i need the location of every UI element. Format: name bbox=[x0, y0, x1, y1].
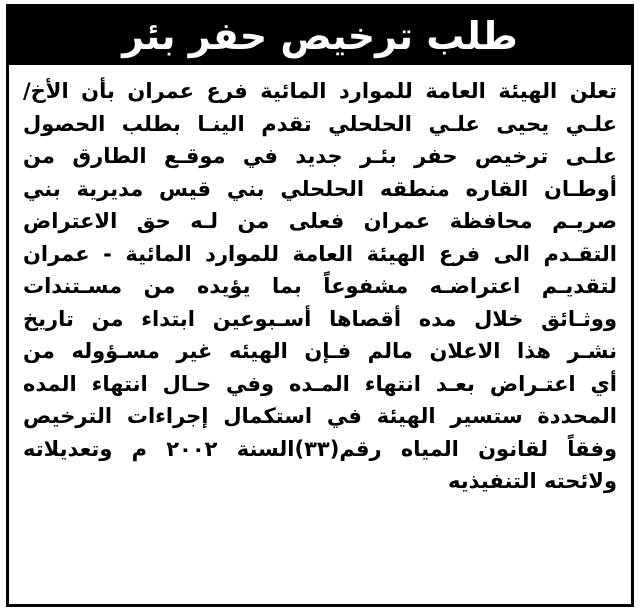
notice-body bbox=[23, 75, 617, 498]
notice-title: طلب ترخيص حفر بئر bbox=[122, 14, 518, 58]
body-line: ووثـائق خلال مده أقصاها أسـبوعين ابتداء من تاريخ bbox=[23, 306, 617, 331]
title-bar bbox=[9, 7, 631, 65]
notice-box bbox=[6, 4, 634, 607]
body-line-last: ولائحته التنفيذيه bbox=[448, 469, 617, 493]
body-line: لتقديـم اعتراضـه مشفوعاً بما يؤيده من مسـتندات bbox=[23, 274, 617, 298]
body-line: أوطـان القاره منطقه الحلحلي بني قيس مديرية بني bbox=[23, 176, 617, 201]
body-line: التقـدم الى فرع الهيئة العامة للموارد المائية - عمران bbox=[23, 241, 617, 266]
body-line: تعلن الهيئة العامة للموارد المائية فرع عمران بأن الأخ/ bbox=[23, 79, 617, 103]
body-line: صريـم محافظة عمران فعلى من لـه حق الاعتراض bbox=[23, 209, 617, 233]
body-line: نشـر هذا الاعلان مالم فـإن الهيئه غير مسـؤوله من bbox=[23, 339, 617, 363]
body-line: علـى ترخيص حفر بئـر جديد في موقـع الطارق من bbox=[23, 144, 617, 168]
body-line: علـي يحيى علـي الحلحلي تقدم الينـا بطلب الحصول bbox=[23, 111, 617, 136]
body-line: أي اعتـراض بعـد انتهاء المـده وفي حـال انتهاء المده bbox=[23, 371, 617, 396]
body-line: المحددة ستسير الهيئة في استكمال إجراءات الترخيص bbox=[23, 404, 617, 428]
body-line: وفقاً لقانون المياه رقم(٣٣)السنة ٢٠٠٢ م وتعديلاته bbox=[23, 436, 617, 461]
